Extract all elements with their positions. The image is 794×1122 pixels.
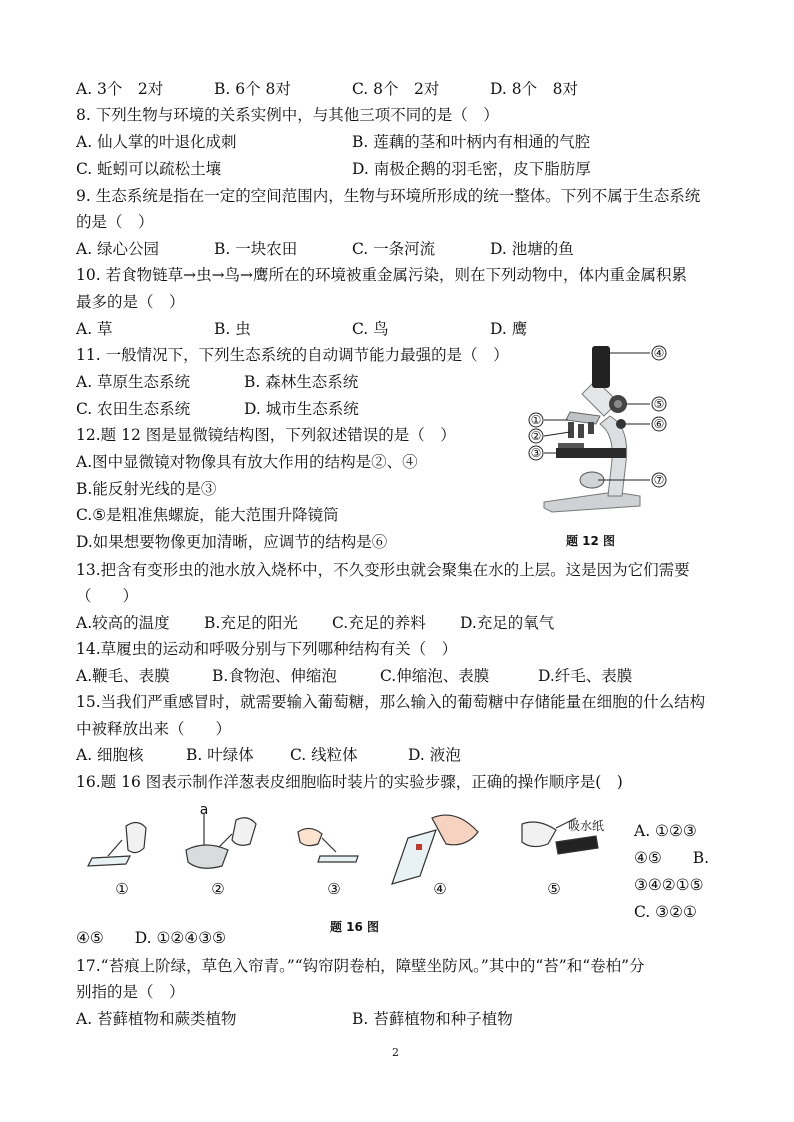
- microscope-label-2: ②: [530, 429, 542, 443]
- q9-option-d: D. 池塘的鱼: [490, 240, 574, 258]
- q8-option-a: A. 仙人掌的叶退化成刺: [76, 133, 237, 151]
- q16-steps-figure: [86, 804, 626, 908]
- q16-letter-a: a: [199, 804, 209, 818]
- q16-option-side-2: ④⑤ B.: [634, 849, 710, 867]
- q16-step-5: ⑤: [547, 880, 561, 898]
- q17-stem-line1: 17.“苔痕上阶绿，草色入帘青。”“钩帘阴卷柏，障壁坐防风。”其中的“苔”和“卷柏”分: [76, 957, 645, 975]
- q7-option-a: A. 3个 2对: [76, 80, 164, 98]
- q16-stem: 16.题 16 图表示制作洋葱表皮细胞临时装片的实验步骤，正确的操作顺序是( ): [76, 773, 623, 791]
- q11-option-d: D. 城市生态系统: [244, 400, 359, 418]
- q16-blotting-paper-label: 吸水纸: [567, 819, 605, 833]
- q10-stem-line2: 最多的是（ ）: [76, 293, 185, 311]
- q15-option-d: D. 液泡: [408, 746, 461, 764]
- q10-option-c: C. 鸟: [352, 320, 389, 338]
- q17-option-b: B. 苔藓植物和种子植物: [352, 1010, 513, 1028]
- q9-option-b: B. 一块农田: [214, 240, 298, 258]
- q13-stem-line2: （ ）: [76, 587, 139, 605]
- q13-option-c: C.充足的养料: [332, 614, 426, 632]
- q15-option-b: B. 叶绿体: [186, 746, 254, 764]
- q12-option-d: D.如果想要物像更加清晰，应调节的结构是⑥: [76, 533, 388, 551]
- q9-option-c: C. 一条河流: [352, 240, 436, 258]
- q7-option-b: B. 6个 8对: [214, 80, 291, 98]
- q16-step-4: ④: [433, 880, 447, 898]
- q10-stem-line1: 10. 若食物链草→虫→鸟→鹰所在的环境被重金属污染，则在下列动物中，体内重金属积累: [76, 266, 688, 284]
- q13-option-a: A.较高的温度: [76, 614, 170, 632]
- q10-option-b: B. 虫: [214, 320, 251, 338]
- q10-option-d: D. 鹰: [490, 320, 528, 338]
- q12-option-c: C.⑤是粗准焦螺旋，能大范围升降镜筒: [76, 506, 339, 524]
- q16-option-bottom: ④⑤ D. ①②④③⑤: [76, 929, 226, 947]
- q17-option-a: A. 苔藓植物和蕨类植物: [76, 1010, 237, 1028]
- q16-step-1: ①: [115, 880, 129, 898]
- q12-option-b: B.能反射光线的是③: [76, 480, 217, 498]
- q16-option-side-1: A. ①②③: [634, 822, 697, 840]
- q16-option-side-3: ③④②①⑤: [634, 876, 704, 894]
- q12-figure-caption: 题 12 图: [566, 534, 616, 548]
- q11-stem: 11. 一般情况下，下列生态系统的自动调节能力最强的是（ ）: [76, 346, 509, 364]
- microscope-label-1: ①: [530, 413, 542, 427]
- q8-option-d: D. 南极企鹅的羽毛密，皮下脂肪厚: [352, 160, 591, 178]
- q14-option-b: B.食物泡、伸缩泡: [212, 667, 337, 685]
- q13-option-b: B.充足的阳光: [204, 614, 298, 632]
- q15-option-a: A. 细胞核: [76, 746, 144, 764]
- page-number: 2: [392, 1046, 399, 1059]
- q11-option-c: C. 农田生态系统: [76, 400, 191, 418]
- microscope-label-5: ⑤: [653, 397, 665, 411]
- q14-option-a: A.鞭毛、表膜: [76, 667, 170, 685]
- q12-option-a: A.图中显微镜对物像具有放大作用的结构是②、④: [76, 453, 418, 471]
- q13-stem-line1: 13.把含有变形虫的池水放入烧杯中，不久变形虫就会聚集在水的上层。这是因为它们需要: [76, 561, 690, 579]
- microscope-figure: [522, 340, 678, 520]
- q13-option-d: D.充足的氧气: [460, 614, 555, 632]
- q14-option-c: C.伸缩泡、表膜: [380, 667, 490, 685]
- q16-step-2: ②: [211, 880, 225, 898]
- q8-option-b: B. 莲藕的茎和叶柄内有相通的气腔: [352, 133, 591, 151]
- q16-figure-caption: 题 16 图: [330, 920, 380, 934]
- q14-option-d: D.纤毛、表膜: [538, 667, 633, 685]
- q9-option-a: A. 绿心公园: [76, 240, 160, 258]
- q8-stem: 8. 下列生物与环境的关系实例中，与其他三项不同的是（ ）: [76, 106, 499, 124]
- microscope-label-7: ⑦: [653, 473, 665, 487]
- q16-step-3: ③: [327, 880, 341, 898]
- q17-stem-line2: 别指的是（ ）: [76, 983, 185, 1001]
- q9-stem-line2: 的是（ ）: [76, 213, 154, 231]
- q12-stem: 12.题 12 图是显微镜结构图，下列叙述错误的是（ ）: [76, 426, 456, 444]
- q15-stem-line2: 中被释放出来（ ）: [76, 720, 232, 738]
- q7-option-c: C. 8个 2对: [352, 80, 440, 98]
- q15-option-c: C. 线粒体: [290, 746, 358, 764]
- microscope-label-4: ④: [653, 346, 665, 360]
- q11-option-b: B. 森林生态系统: [244, 373, 359, 391]
- q8-option-c: C. 蚯蚓可以疏松土壤: [76, 160, 222, 178]
- q14-stem: 14.草履虫的运动和呼吸分别与下列哪种结构有关（ ）: [76, 640, 458, 658]
- q15-stem-line1: 15.当我们严重感冒时，就需要输入葡萄糖，那么输入的葡萄糖中存储能量在细胞的什么结构: [76, 693, 706, 711]
- q7-option-d: D. 8个 8对: [490, 80, 578, 98]
- q10-option-a: A. 草: [76, 320, 113, 338]
- microscope-label-6: ⑥: [653, 417, 665, 431]
- q11-option-a: A. 草原生态系统: [76, 373, 191, 391]
- microscope-label-3: ③: [530, 446, 542, 460]
- q16-option-side-4: C. ③②①: [634, 903, 697, 921]
- q9-stem-line1: 9. 生态系统是指在一定的空间范围内，生物与环境所形成的统一整体。下列不属于生态系统: [76, 187, 701, 205]
